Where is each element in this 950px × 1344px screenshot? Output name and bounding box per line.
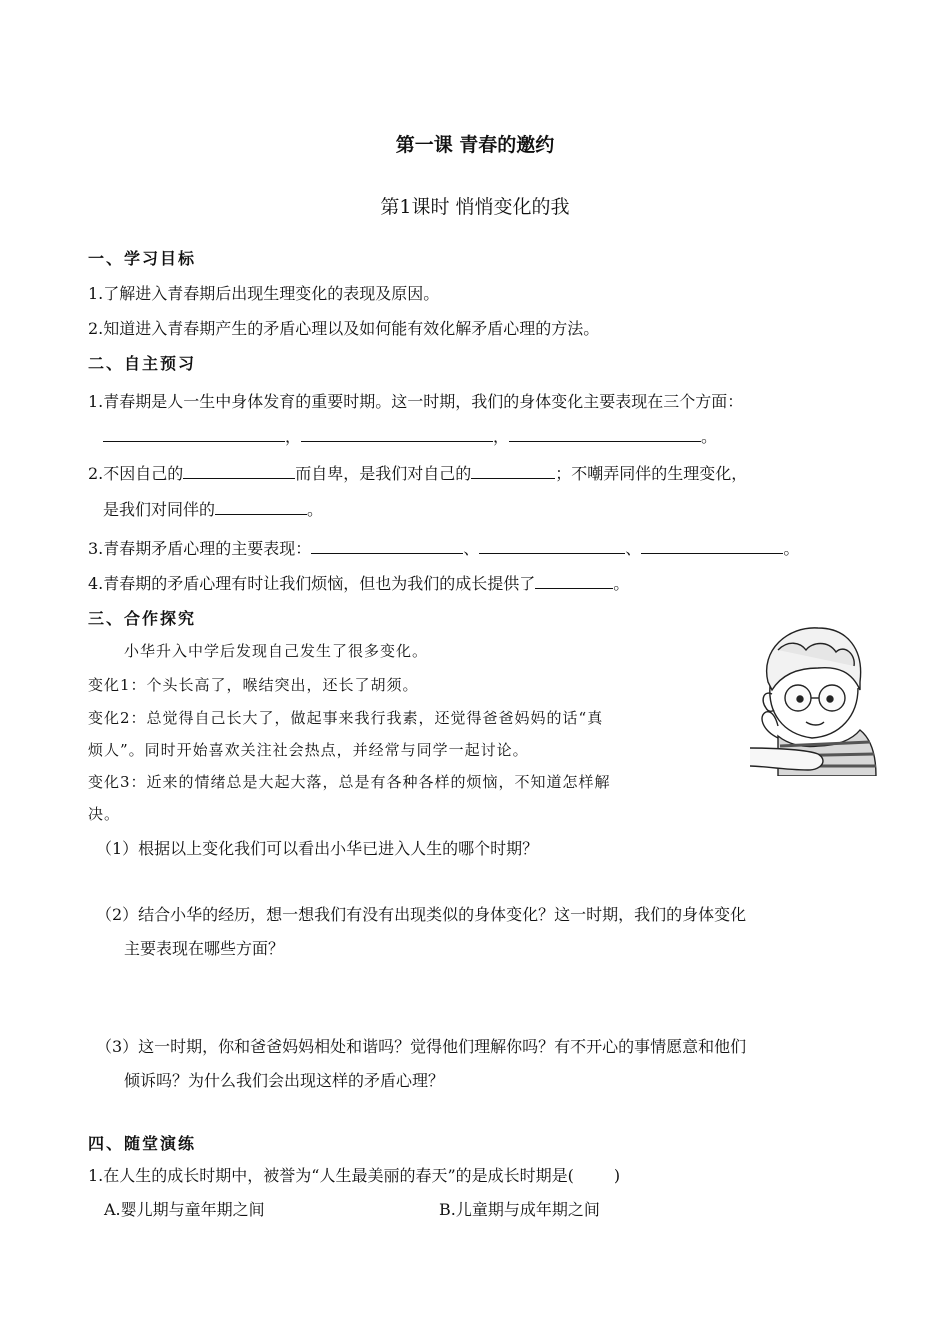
preview-question-2 [88,461,747,484]
terminator: 。 [613,574,630,593]
practice-question-1 [88,1163,620,1186]
answer-blank[interactable] [509,427,701,442]
question-text: ) [613,1166,621,1185]
separator: 、 [463,539,480,558]
answer-blank[interactable] [183,464,295,479]
answer-blank[interactable] [215,500,307,515]
preview-question-4 [88,571,629,594]
inquiry-question-2-cont: 主要表现在哪些方面？ [124,939,285,958]
objective-item: 2.知道进入青春期产生的矛盾心理以及如何能有效化解矛盾心理的方法。 [88,319,600,338]
answer-blank[interactable] [479,539,625,554]
section-heading-inquiry: 三、合作探究 [88,609,197,628]
question-text: 3.青春期矛盾心理的主要表现： [88,539,312,558]
question-text: 1.在人生的成长时期中，被誉为“人生最美丽的春天”的是成长时期是( [88,1166,574,1185]
question-text: ；不嘲弄同伴的生理变化， [555,464,748,483]
inquiry-question-2: （2）结合小华的经历，想一想我们有没有出现类似的身体变化？这一时期，我们的身体变化 [96,905,747,924]
preview-question-2-cont [103,497,323,520]
answer-blank[interactable] [471,464,555,479]
answer-blank[interactable] [641,539,783,554]
question-text: 4.青春期的矛盾心理有时让我们烦恼，但也为我们的成长提供了 [88,574,536,593]
inquiry-question-1: （1）根据以上变化我们可以看出小华已进入人生的哪个时期？ [96,839,539,858]
case-change-1: 变化1：个头长高了，喉结突出，还长了胡须。 [88,676,419,694]
option-a[interactable]: A.婴儿期与童年期之间 [104,1200,265,1219]
question-text: 而自卑，是我们对自己的 [295,464,472,483]
section-heading-preview: 二、自主预习 [88,354,197,373]
question-text: 是我们对同伴的 [103,500,216,519]
case-intro: 小华升入中学后发现自己发生了很多变化。 [124,642,429,660]
separator: ， [493,427,510,446]
section-heading-practice: 四、随堂演练 [88,1134,197,1153]
inquiry-question-3-cont: 倾诉吗？为什么我们会出现这样的矛盾心理？ [124,1071,445,1090]
answer-blank[interactable] [103,427,285,442]
section-heading-objectives: 一、学习目标 [88,249,197,268]
case-change-3-cont: 决。 [88,805,121,823]
preview-question-3 [88,536,799,559]
page-title: 第一课 青春的邀约 [395,134,555,156]
answer-blank[interactable] [311,539,463,554]
inquiry-question-3: （3）这一时期，你和爸爸妈妈相处和谐吗？觉得他们理解你吗？有不开心的事情愿意和他们 [96,1037,747,1056]
thinking-boy-illustration [748,620,882,776]
separator: 、 [625,539,642,558]
case-change-2: 变化2：总觉得自己长大了，做起事来我行我素，还觉得爸爸妈妈的话“真 [88,709,604,727]
terminator: 。 [307,500,324,519]
objective-item: 1.了解进入青春期后出现生理变化的表现及原因。 [88,284,440,303]
lesson-subtitle: 第1课时 悄悄变化的我 [380,196,570,218]
case-change-2-cont: 烦人”。同时开始喜欢关注社会热点，并经常与同学一起讨论。 [88,741,529,759]
terminator: 。 [701,427,718,446]
answer-blank[interactable] [535,574,613,589]
option-b[interactable]: B.儿童期与成年期之间 [439,1200,600,1219]
question-text: 2.不因自己的 [88,464,184,483]
case-change-3: 变化3：近来的情绪总是大起大落，总是有各种各样的烦恼，不知道怎样解 [88,773,611,791]
answer-blank[interactable] [301,427,493,442]
preview-question-1: 1.青春期是人一生中身体发育的重要时期。这一时期，我们的身体变化主要表现在三个方面： [88,392,744,411]
preview-question-1-blanks [103,424,717,447]
terminator: 。 [783,539,800,558]
separator: ， [285,427,302,446]
